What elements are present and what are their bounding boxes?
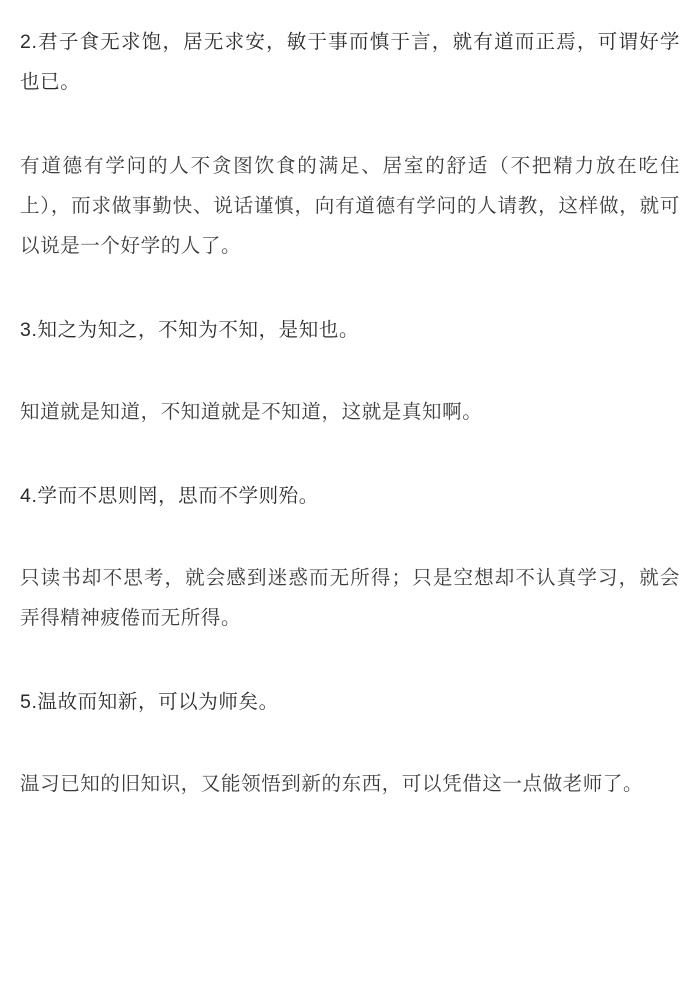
paragraph-spacer [20,350,680,392]
paragraph-spacer [20,722,680,764]
paragraph-spacer [20,266,680,310]
paragraph-item-2-explanation: 有道德有学问的人不贪图饮食的满足、居室的舒适（不把精力放在吃住上），而求做事勤快、说话谨慎，向有道德有学问的人请教，这样做，就可以说是一个好学的人了。 [20,155,680,257]
paragraph-spacer [20,102,680,146]
paragraph-item-4-quote: 4.学而不思则罔，思而不学则殆。 [20,485,319,507]
paragraph-item-5-quote: 5.温故而知新，可以为师矣。 [20,691,279,713]
paragraph-item-3-explanation: 知道就是知道，不知道就是不知道，这就是真知啊。 [20,401,483,423]
paragraph-item-3-quote: 3.知之为知之，不知为不知，是知也。 [20,319,360,341]
paragraph-spacer [20,638,680,682]
paragraph-item-4-explanation: 只读书却不思考，就会感到迷惑而无所得；只是空想却不认真学习，就会弄得精神疲倦而无所得。 [20,567,680,629]
paragraph-spacer [20,432,680,476]
paragraph-item-2-quote: 2.君子食无求饱，居无求安，敏于事而慎于言，就有道而正焉，可谓好学也已。 [20,31,680,93]
paragraph-spacer [20,516,680,558]
paragraph-item-5-explanation: 温习已知的旧知识，又能领悟到新的东西，可以凭借这一点做老师了。 [20,773,644,795]
